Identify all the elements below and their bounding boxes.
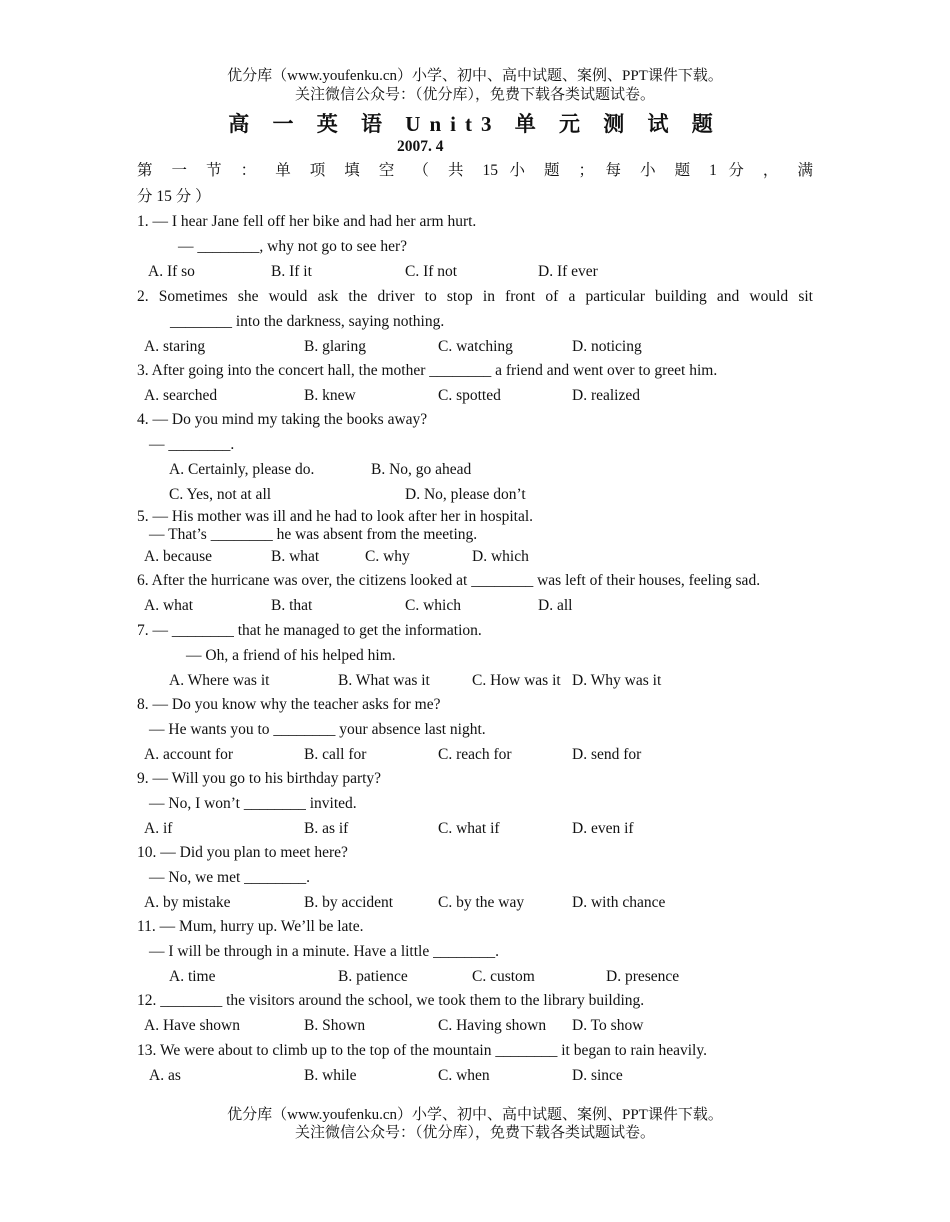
- question-4-option-c: C. Yes, not at all: [169, 486, 272, 503]
- question-13-option-b: B. while: [304, 1067, 357, 1084]
- question-5-option-c: C. why: [365, 548, 410, 565]
- question-3-option-c: C. spotted: [438, 387, 501, 404]
- question-9-stem: 9. — Will you go to his birthday party?: [137, 770, 382, 787]
- question-13-option-d: D. since: [572, 1067, 623, 1084]
- question-3-option-b: B. knew: [304, 387, 356, 404]
- footer-line-1: 优分库（www.youfenku.cn）小学、初中、高中试题、案例、PPT课件下载。: [227, 1107, 723, 1123]
- question-1-option-d: D. If ever: [538, 263, 598, 280]
- question-1-option-a: A. If so: [148, 263, 195, 280]
- question-10-option-d: D. with chance: [572, 894, 666, 911]
- exam-date: 2007. 4: [397, 138, 444, 155]
- page-title: 高 一 英 语 Unit3 单 元 测 试 题: [228, 112, 722, 136]
- question-11-option-b: B. patience: [338, 968, 408, 985]
- question-1-option-c: C. If not: [405, 263, 458, 280]
- question-4-option-a: A. Certainly, please do.: [169, 461, 315, 478]
- question-8-option-d: D. send for: [572, 746, 642, 763]
- header-line-2: 关注微信公众号：（优分库），免费下载各类试题试卷。: [294, 87, 655, 103]
- question-9-reply: — No, I won’t ________ invited.: [149, 795, 357, 812]
- question-11-option-c: C. custom: [472, 968, 535, 985]
- question-7-stem: 7. — ________ that he managed to get the information.: [137, 622, 482, 639]
- question-5-option-b: B. what: [271, 548, 320, 565]
- question-5-option-d: D. which: [472, 548, 529, 565]
- question-6-option-c: C. which: [405, 597, 461, 614]
- header-line-1: 优分库（www.youfenku.cn）小学、初中、高中试题、案例、PPT课件下载。: [227, 68, 723, 84]
- section-heading: 第 一 节 ： 单 项 填 空 （ 共 15 小 题 ； 每 小 题 1 分 ， 满: [137, 162, 813, 179]
- question-1-stem: 1. — I hear Jane fell off her bike and had her arm hurt.: [137, 213, 477, 230]
- question-6-option-b: B. that: [271, 597, 313, 614]
- question-6-option-a: A. what: [144, 597, 194, 614]
- question-13-option-a: A. as: [149, 1067, 181, 1084]
- question-7-option-d: D. Why was it: [572, 672, 662, 689]
- question-11-option-d: D. presence: [606, 968, 680, 985]
- footer-line-2: 关注微信公众号：（优分库），免费下载各类试题试卷。: [294, 1125, 655, 1141]
- question-8-option-c: C. reach for: [438, 746, 512, 763]
- question-1-reply: — ________, why not go to see her?: [178, 238, 408, 255]
- question-6-option-d: D. all: [538, 597, 573, 614]
- question-7-option-a: A. Where was it: [169, 672, 270, 689]
- question-4-reply: — ________.: [149, 436, 235, 453]
- question-9-option-b: B. as if: [304, 820, 349, 837]
- question-8-reply: — He wants you to ________ your absence last night.: [149, 721, 486, 738]
- question-10-stem: 10. — Did you plan to meet here?: [137, 844, 348, 861]
- question-12-option-b: B. Shown: [304, 1017, 366, 1034]
- question-9-option-c: C. what if: [438, 820, 500, 837]
- question-12-option-c: C. Having shown: [438, 1017, 547, 1034]
- question-11-option-a: A. time: [169, 968, 216, 985]
- question-11-stem: 11. — Mum, hurry up. We’ll be late.: [137, 918, 364, 935]
- question-5-stem: 5. — His mother was ill and he had to look after her in hospital.: [137, 508, 534, 525]
- section-heading-cont: 分 15 分 ）: [137, 188, 211, 205]
- question-13-option-c: C. when: [438, 1067, 490, 1084]
- question-3-option-d: D. realized: [572, 387, 640, 404]
- question-12-option-a: A. Have shown: [144, 1017, 240, 1034]
- question-2-option-b: B. glaring: [304, 338, 366, 355]
- question-7-option-c: C. How was it: [472, 672, 561, 689]
- question-3-stem: 3. After going into the concert hall, the mother ________ a friend and went over to greet him.: [137, 362, 718, 379]
- question-1-option-b: B. If it: [271, 263, 312, 280]
- question-12-option-d: D. To show: [572, 1017, 644, 1034]
- question-10-option-b: B. by accident: [304, 894, 394, 911]
- question-5-reply: — That’s ________ he was absent from the meeting.: [149, 526, 478, 543]
- question-2-option-a: A. staring: [144, 338, 206, 355]
- question-10-reply: — No, we met ________.: [149, 869, 311, 886]
- question-8-option-a: A. account for: [144, 746, 234, 763]
- question-4-stem: 4. — Do you mind my taking the books away?: [137, 411, 428, 428]
- question-10-option-c: C. by the way: [438, 894, 525, 911]
- question-12-stem: 12. ________ the visitors around the school, we took them to the library building.: [137, 992, 645, 1009]
- question-6-stem: 6. After the hurricane was over, the citizens looked at ________ was left of their houses, feeling sad.: [137, 572, 761, 589]
- question-7-option-b: B. What was it: [338, 672, 430, 689]
- question-2-option-c: C. watching: [438, 338, 513, 355]
- question-3-option-a: A. searched: [144, 387, 218, 404]
- question-2-option-d: D. noticing: [572, 338, 642, 355]
- question-7-reply: — Oh, a friend of his helped him.: [186, 647, 396, 664]
- question-10-option-a: A. by mistake: [144, 894, 231, 911]
- question-4-option-d: D. No, please don’t: [405, 486, 526, 503]
- question-9-option-a: A. if: [144, 820, 173, 837]
- question-2-stem-cont: ________ into the darkness, saying nothing.: [170, 313, 445, 330]
- question-2-stem: 2. Sometimes she would ask the driver to stop in front of a particular building and would sit: [137, 288, 813, 305]
- question-5-option-a: A. because: [144, 548, 212, 565]
- question-9-option-d: D. even if: [572, 820, 634, 837]
- question-8-stem: 8. — Do you know why the teacher asks for me?: [137, 696, 441, 713]
- question-11-reply: — I will be through in a minute. Have a little ________.: [149, 943, 499, 960]
- question-8-option-b: B. call for: [304, 746, 367, 763]
- question-4-option-b: B. No, go ahead: [371, 461, 472, 478]
- question-13-stem: 13. We were about to climb up to the top of the mountain ________ it began to rain heavily.: [137, 1042, 707, 1059]
